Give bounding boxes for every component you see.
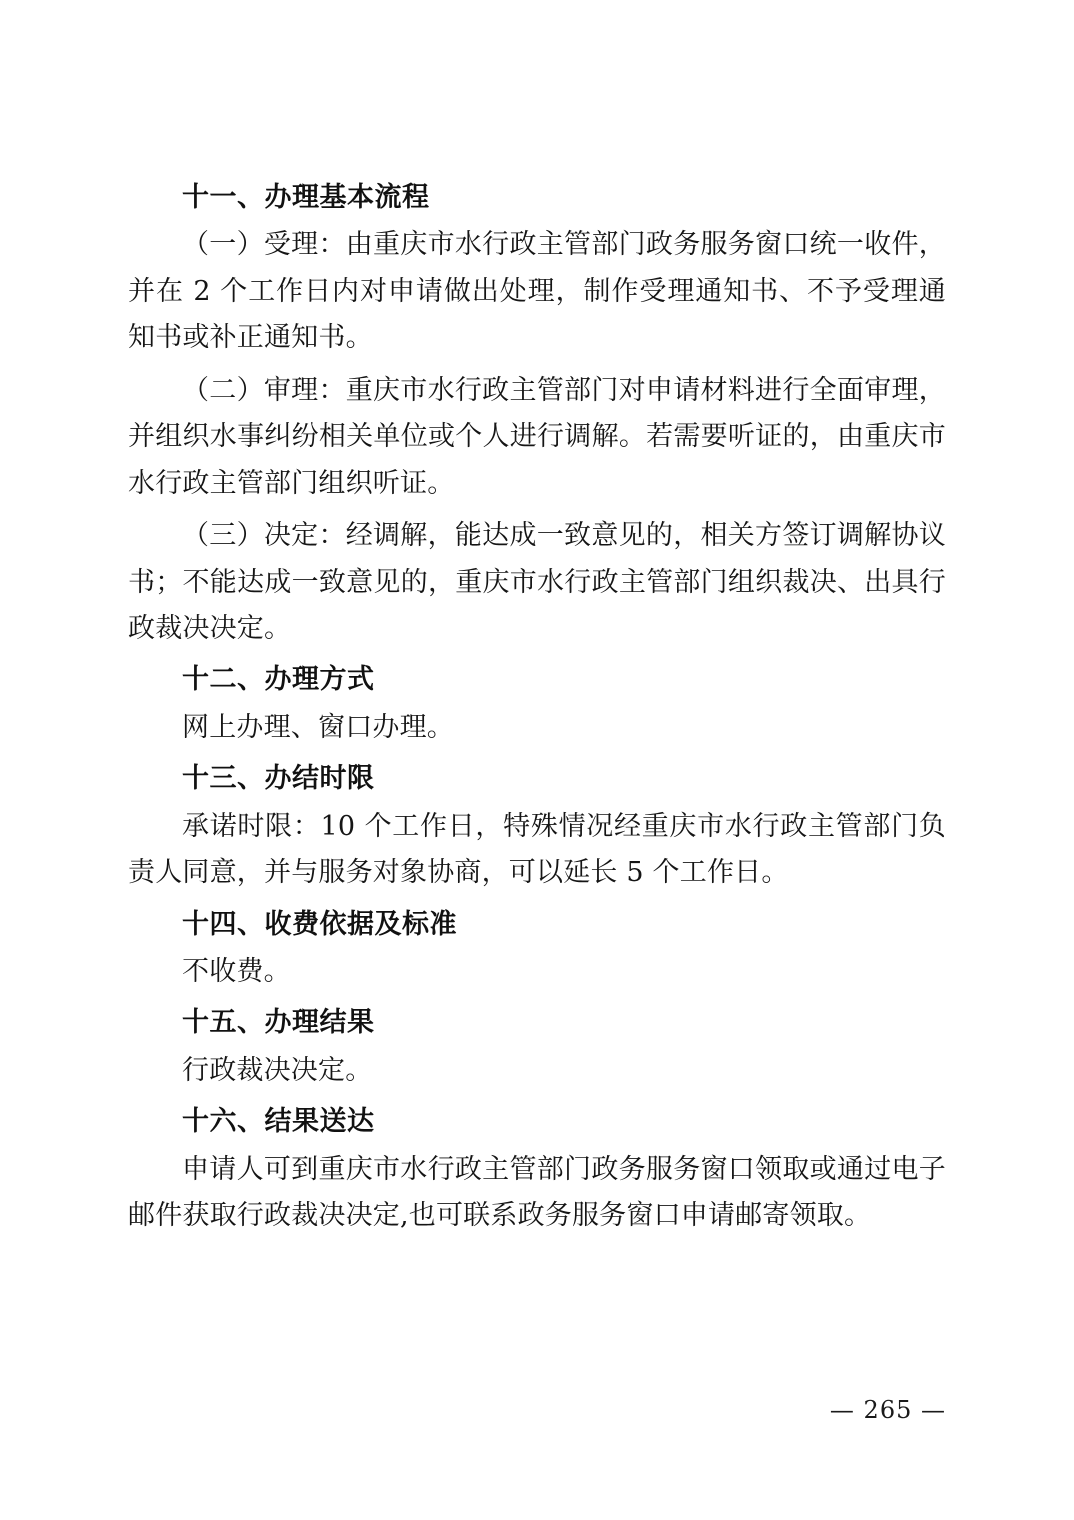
section-16-paragraph-1: 申请人可到重庆市水行政主管部门政务服务窗口领取或通过电子邮件获取行政裁决决定,也可联系政务服务窗口申请邮寄领取。 xyxy=(128,1153,946,1232)
section-11-paragraph-3: （三）决定：经调解，能达成一致意见的，相关方签订调解协议书；不能达成一致意见的，重庆市水行政主管部门组织裁决、出具行政裁决决定。 xyxy=(128,520,946,644)
section-heading-14: 十四、收费依据及标准 xyxy=(182,908,457,940)
section-14-paragraph-1: 不收费。 xyxy=(182,956,291,987)
section-12-paragraph-1: 网上办理、窗口办理。 xyxy=(182,711,454,743)
section-11-paragraph-1: （一）受理：由重庆市水行政主管部门政务服务窗口统一收件，并在 2 个工作日内对申请做出处理，制作受理通知书、不予受理通知书或补正通知书。 xyxy=(128,229,946,354)
section-13-paragraph-1: 承诺时限：10 个工作日，特殊情况经重庆市水行政主管部门负责人同意，并与服务对象协商，可以延长 5 个工作日。 xyxy=(128,810,946,889)
section-15-paragraph-1: 行政裁决决定。 xyxy=(182,1054,373,1086)
page-number: — 265 — xyxy=(829,1396,946,1424)
section-11-paragraph-2: （二）审理：重庆市水行政主管部门对申请材料进行全面审理，并组织水事纠纷相关单位或个人进行调解。若需要听证的，由重庆市水行政主管部门组织听证。 xyxy=(128,374,946,499)
section-heading-12: 十二、办理方式 xyxy=(182,664,375,696)
section-heading-13: 十三、办结时限 xyxy=(182,763,375,795)
section-heading-16: 十六、结果送达 xyxy=(182,1106,375,1138)
section-heading-11: 十一、办理基本流程 xyxy=(182,182,430,213)
section-heading-15: 十五、办理结果 xyxy=(182,1007,375,1039)
document-body xyxy=(128,180,946,1240)
